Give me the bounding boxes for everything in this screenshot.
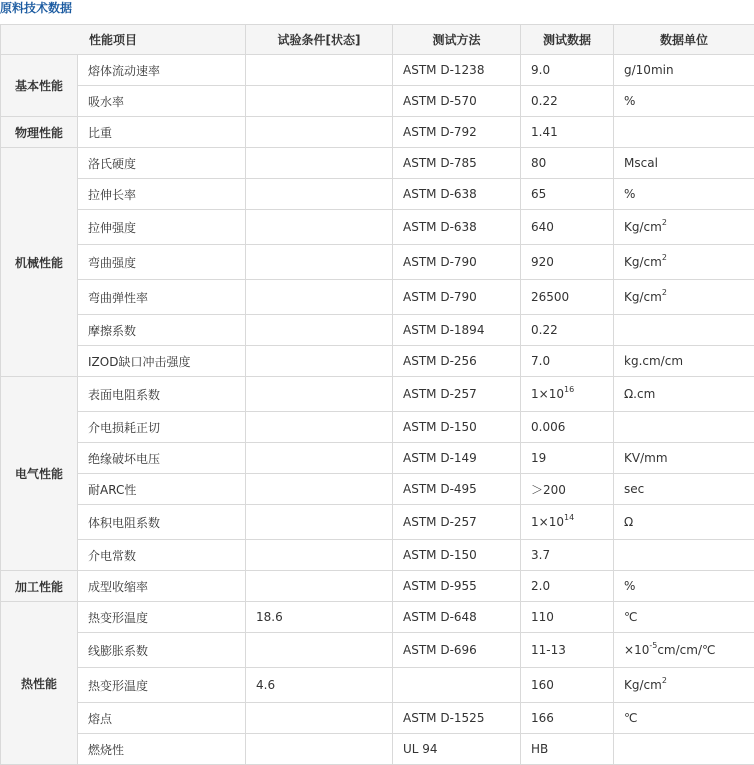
value-text: 19 (531, 451, 546, 465)
value-text: 26500 (531, 290, 569, 304)
table-row (1, 86, 754, 117)
method-cell: ASTM D-1525 (393, 703, 521, 734)
unit-cell (614, 571, 754, 602)
unit-cell (614, 540, 754, 571)
method-cell: ASTM D-648 (393, 602, 521, 633)
condition-cell (246, 412, 393, 443)
unit-text: sec (624, 482, 644, 496)
category-cell: 基本性能 (1, 55, 78, 117)
table-row (1, 540, 754, 571)
unit-cell (614, 443, 754, 474)
item-cell: 燃烧性 (78, 734, 246, 765)
table-row (1, 412, 754, 443)
unit-text: Kg/cm (624, 678, 662, 692)
value-cell (521, 412, 614, 443)
condition-cell (246, 280, 393, 315)
table-row (1, 668, 754, 703)
category-cell: 加工性能 (1, 571, 78, 602)
condition-cell (246, 315, 393, 346)
item-cell: 线膨胀系数 (78, 633, 246, 668)
value-text: 920 (531, 255, 554, 269)
item-cell: 成型收缩率 (78, 571, 246, 602)
table-body (1, 55, 754, 765)
value-cell (521, 633, 614, 668)
value-cell (521, 280, 614, 315)
method-cell: ASTM D-495 (393, 474, 521, 505)
unit-cell (614, 377, 754, 412)
condition-cell (246, 117, 393, 148)
unit-text: % (624, 187, 635, 201)
item-cell: 介电常数 (78, 540, 246, 571)
category-cell: 热性能 (1, 602, 78, 765)
condition-cell (246, 210, 393, 245)
condition-cell: 18.6 (246, 602, 393, 633)
value-text: 9.0 (531, 63, 550, 77)
unit-text: Kg/cm (624, 220, 662, 234)
unit-cell (614, 602, 754, 633)
unit-cell (614, 117, 754, 148)
method-cell: ASTM D-570 (393, 86, 521, 117)
unit-prefix: ×10 (624, 643, 649, 657)
method-cell: ASTM D-792 (393, 117, 521, 148)
method-cell: ASTM D-638 (393, 179, 521, 210)
method-cell: ASTM D-955 (393, 571, 521, 602)
method-cell: ASTM D-150 (393, 540, 521, 571)
item-cell: 表面电阻系数 (78, 377, 246, 412)
unit-cell (614, 55, 754, 86)
value-cell (521, 703, 614, 734)
table-row (1, 210, 754, 245)
unit-exponent: 2 (662, 218, 667, 227)
value-cell (521, 245, 614, 280)
item-cell: 耐ARC性 (78, 474, 246, 505)
item-cell: 拉伸强度 (78, 210, 246, 245)
table-row (1, 571, 754, 602)
unit-text: ℃ (624, 610, 637, 624)
method-cell: UL 94 (393, 734, 521, 765)
method-cell: ASTM D-785 (393, 148, 521, 179)
item-cell: 比重 (78, 117, 246, 148)
item-cell: 熔点 (78, 703, 246, 734)
unit-exponent: -5 (649, 641, 657, 650)
method-cell: ASTM D-1894 (393, 315, 521, 346)
item-cell: 弯曲强度 (78, 245, 246, 280)
category-cell: 物理性能 (1, 117, 78, 148)
value-cell (521, 210, 614, 245)
unit-text: % (624, 579, 635, 593)
value-cell (521, 55, 614, 86)
value-text: 1.41 (531, 125, 558, 139)
condition-cell (246, 505, 393, 540)
page-title: 原料技术数据 (0, 0, 72, 22)
value-text: 0.22 (531, 323, 558, 337)
unit-cell (614, 633, 754, 668)
value-text: 11-13 (531, 643, 566, 657)
unit-text: Ω (624, 515, 633, 529)
value-text: 65 (531, 187, 546, 201)
table-row (1, 117, 754, 148)
unit-cell (614, 734, 754, 765)
table-row (1, 280, 754, 315)
unit-exponent: 2 (662, 253, 667, 262)
item-cell: 热变形温度 (78, 668, 246, 703)
data-table (0, 24, 754, 765)
condition-cell (246, 571, 393, 602)
method-cell: ASTM D-149 (393, 443, 521, 474)
unit-cell (614, 505, 754, 540)
item-cell: 绝缘破坏电压 (78, 443, 246, 474)
header-value: 测试数据 (521, 25, 614, 55)
item-cell: 熔体流动速率 (78, 55, 246, 86)
table-row (1, 179, 754, 210)
value-cell (521, 734, 614, 765)
unit-cell (614, 703, 754, 734)
value-text: 80 (531, 156, 546, 170)
value-text: 0.22 (531, 94, 558, 108)
unit-text: Kg/cm (624, 290, 662, 304)
unit-cell (614, 346, 754, 377)
method-cell: ASTM D-257 (393, 505, 521, 540)
item-cell: IZOD缺口冲击强度 (78, 346, 246, 377)
value-cell (521, 148, 614, 179)
value-text: 0.006 (531, 420, 565, 434)
value-text: ＞200 (531, 483, 566, 497)
value-text: 7.0 (531, 354, 550, 368)
value-cell (521, 668, 614, 703)
method-cell: ASTM D-257 (393, 377, 521, 412)
unit-text: kg.cm/cm (624, 354, 683, 368)
value-text: 110 (531, 610, 554, 624)
unit-text: KV/mm (624, 451, 668, 465)
method-cell: ASTM D-150 (393, 412, 521, 443)
unit-text: Ω.cm (624, 387, 655, 401)
unit-text: ℃ (624, 711, 637, 725)
table-row (1, 474, 754, 505)
value-cell (521, 602, 614, 633)
item-cell: 弯曲弹性率 (78, 280, 246, 315)
method-cell: ASTM D-638 (393, 210, 521, 245)
condition-cell: 4.6 (246, 668, 393, 703)
condition-cell (246, 443, 393, 474)
unit-cell (614, 148, 754, 179)
item-cell: 吸水率 (78, 86, 246, 117)
unit-cell (614, 210, 754, 245)
unit-text: Mscal (624, 156, 658, 170)
table-row (1, 346, 754, 377)
item-cell: 热变形温度 (78, 602, 246, 633)
table-row (1, 703, 754, 734)
table-row (1, 505, 754, 540)
value-exponent: 14 (564, 513, 574, 522)
value-cell (521, 346, 614, 377)
unit-text: g/10min (624, 63, 674, 77)
unit-cell (614, 179, 754, 210)
value-text: 1×10 (531, 387, 564, 401)
condition-cell (246, 734, 393, 765)
method-cell: ASTM D-790 (393, 280, 521, 315)
category-cell: 机械性能 (1, 148, 78, 377)
value-exponent: 16 (564, 385, 574, 394)
value-cell (521, 505, 614, 540)
unit-text: cm/cm/℃ (657, 643, 715, 657)
unit-cell (614, 668, 754, 703)
condition-cell (246, 540, 393, 571)
value-cell (521, 474, 614, 505)
method-cell: ASTM D-256 (393, 346, 521, 377)
condition-cell (246, 86, 393, 117)
unit-cell (614, 245, 754, 280)
unit-cell (614, 412, 754, 443)
value-cell (521, 540, 614, 571)
value-cell (521, 86, 614, 117)
value-cell (521, 443, 614, 474)
unit-cell (614, 474, 754, 505)
unit-cell (614, 280, 754, 315)
condition-cell (246, 245, 393, 280)
table-row (1, 734, 754, 765)
table-row (1, 245, 754, 280)
header-method: 测试方法 (393, 25, 521, 55)
category-cell: 电气性能 (1, 377, 78, 571)
item-cell: 体积电阻系数 (78, 505, 246, 540)
condition-cell (246, 703, 393, 734)
value-text: 640 (531, 220, 554, 234)
condition-cell (246, 377, 393, 412)
header-condition: 试验条件[状态] (246, 25, 393, 55)
method-cell (393, 668, 521, 703)
method-cell: ASTM D-1238 (393, 55, 521, 86)
table-row (1, 602, 754, 633)
unit-exponent: 2 (662, 288, 667, 297)
table-row (1, 315, 754, 346)
item-cell: 介电损耗正切 (78, 412, 246, 443)
table-header-row (1, 25, 754, 55)
condition-cell (246, 346, 393, 377)
method-cell: ASTM D-696 (393, 633, 521, 668)
table-row (1, 443, 754, 474)
value-text: HB (531, 742, 548, 756)
unit-text: % (624, 94, 635, 108)
header-item: 性能项目 (1, 25, 246, 55)
item-cell: 拉伸长率 (78, 179, 246, 210)
item-cell: 摩擦系数 (78, 315, 246, 346)
value-cell (521, 571, 614, 602)
condition-cell (246, 179, 393, 210)
method-cell: ASTM D-790 (393, 245, 521, 280)
value-text: 2.0 (531, 579, 550, 593)
header-unit: 数据单位 (614, 25, 754, 55)
value-cell (521, 377, 614, 412)
unit-exponent: 2 (662, 676, 667, 685)
condition-cell (246, 633, 393, 668)
value-text: 166 (531, 711, 554, 725)
value-text: 1×10 (531, 515, 564, 529)
value-cell (521, 117, 614, 148)
unit-text: Kg/cm (624, 255, 662, 269)
value-text: 3.7 (531, 548, 550, 562)
table-row (1, 633, 754, 668)
table-row (1, 377, 754, 412)
value-text: 160 (531, 678, 554, 692)
value-cell (521, 315, 614, 346)
condition-cell (246, 148, 393, 179)
unit-cell (614, 86, 754, 117)
value-cell (521, 179, 614, 210)
table-row (1, 148, 754, 179)
condition-cell (246, 55, 393, 86)
item-cell: 洛氏硬度 (78, 148, 246, 179)
table-row (1, 55, 754, 86)
condition-cell (246, 474, 393, 505)
unit-cell (614, 315, 754, 346)
